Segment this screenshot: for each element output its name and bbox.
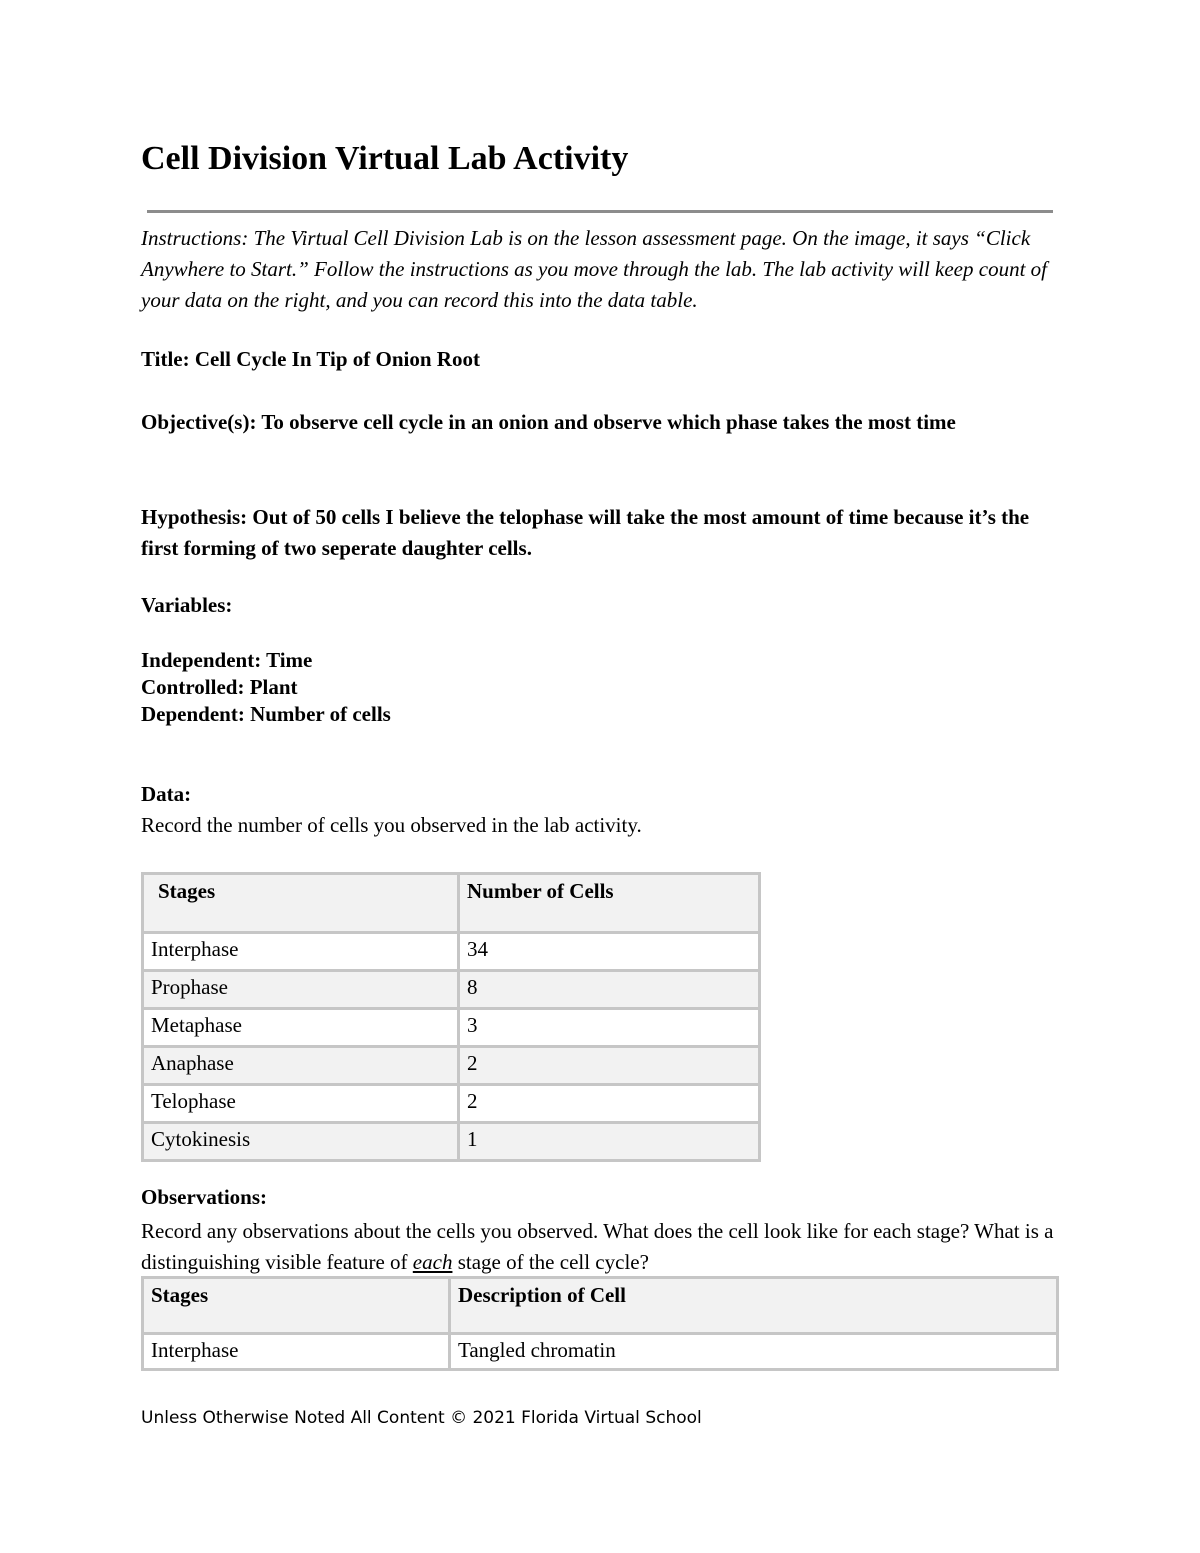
observations-prompt-part-2: stage of the cell cycle? — [452, 1250, 649, 1274]
table-row — [143, 1085, 760, 1123]
header-stages: Stages — [143, 1278, 450, 1334]
observations-heading: Observations: — [141, 1185, 267, 1209]
count-cell: 3 — [459, 1009, 760, 1047]
table-row — [143, 1334, 1058, 1370]
page-title: Cell Division Virtual Lab Activity — [141, 140, 629, 177]
instructions-text: Instructions: The Virtual Cell Division Lab is on the lesson assessment page. On the image, it says “Click Anywhere to Start.” Follow the instructions as you move through the lab. The lab activity will keep count of your data on the right, and you can record this into the data table. — [141, 226, 1047, 312]
observations-prompt-emphasis: each — [412, 1250, 453, 1274]
data-table — [141, 872, 761, 1162]
stage-cell: Anaphase — [143, 1047, 459, 1085]
dependent-variable: Dependent: Number of cells — [141, 702, 391, 726]
page-footer: Unless Otherwise Noted All Content © 2021 Florida Virtual School — [141, 1408, 702, 1428]
table-row — [143, 971, 760, 1009]
header-number-of-cells: Number of Cells — [459, 874, 760, 933]
count-cell: 8 — [459, 971, 760, 1009]
table-row — [143, 1009, 760, 1047]
stage-cell: Interphase — [143, 1334, 450, 1370]
table-row — [143, 1123, 760, 1161]
variables-list — [141, 647, 391, 728]
header-description-of-cell: Description of Cell — [450, 1278, 1058, 1334]
data-heading: Data: — [141, 782, 192, 806]
header-stages: Stages — [143, 874, 459, 933]
title-divider — [147, 210, 1053, 213]
table-row — [143, 1047, 760, 1085]
variables-heading: Variables: — [141, 593, 233, 617]
count-cell: 1 — [459, 1123, 760, 1161]
observations-prompt-part-1: Record any observations about the cells you observed. What does the cell look like for each stage? What is a distinguishing visible feature of — [141, 1219, 1054, 1274]
lab-title: Title: Cell Cycle In Tip of Onion Root — [141, 347, 480, 371]
controlled-variable: Controlled: Plant — [141, 675, 298, 699]
count-cell: 2 — [459, 1085, 760, 1123]
count-cell: 34 — [459, 933, 760, 971]
table-row — [143, 933, 760, 971]
stage-cell: Interphase — [143, 933, 459, 971]
stage-cell: Metaphase — [143, 1009, 459, 1047]
data-prompt: Record the number of cells you observed in the lab activity. — [141, 813, 642, 837]
count-cell: 2 — [459, 1047, 760, 1085]
description-cell: Tangled chromatin — [450, 1334, 1058, 1370]
table-header-row — [143, 1278, 1058, 1334]
stage-cell: Cytokinesis — [143, 1123, 459, 1161]
observations-table — [141, 1276, 1059, 1371]
stage-cell: Prophase — [143, 971, 459, 1009]
table-header-row — [143, 874, 760, 933]
objective-text: Objective(s): To observe cell cycle in an onion and observe which phase takes the most time — [141, 410, 956, 434]
independent-variable: Independent: Time — [141, 648, 313, 672]
observations-prompt — [141, 1216, 1061, 1278]
stage-cell: Telophase — [143, 1085, 459, 1123]
hypothesis-text: Hypothesis: Out of 50 cells I believe the telophase will take the most amount of time because it’s the first forming of two seperate daughter cells. — [141, 505, 1030, 560]
